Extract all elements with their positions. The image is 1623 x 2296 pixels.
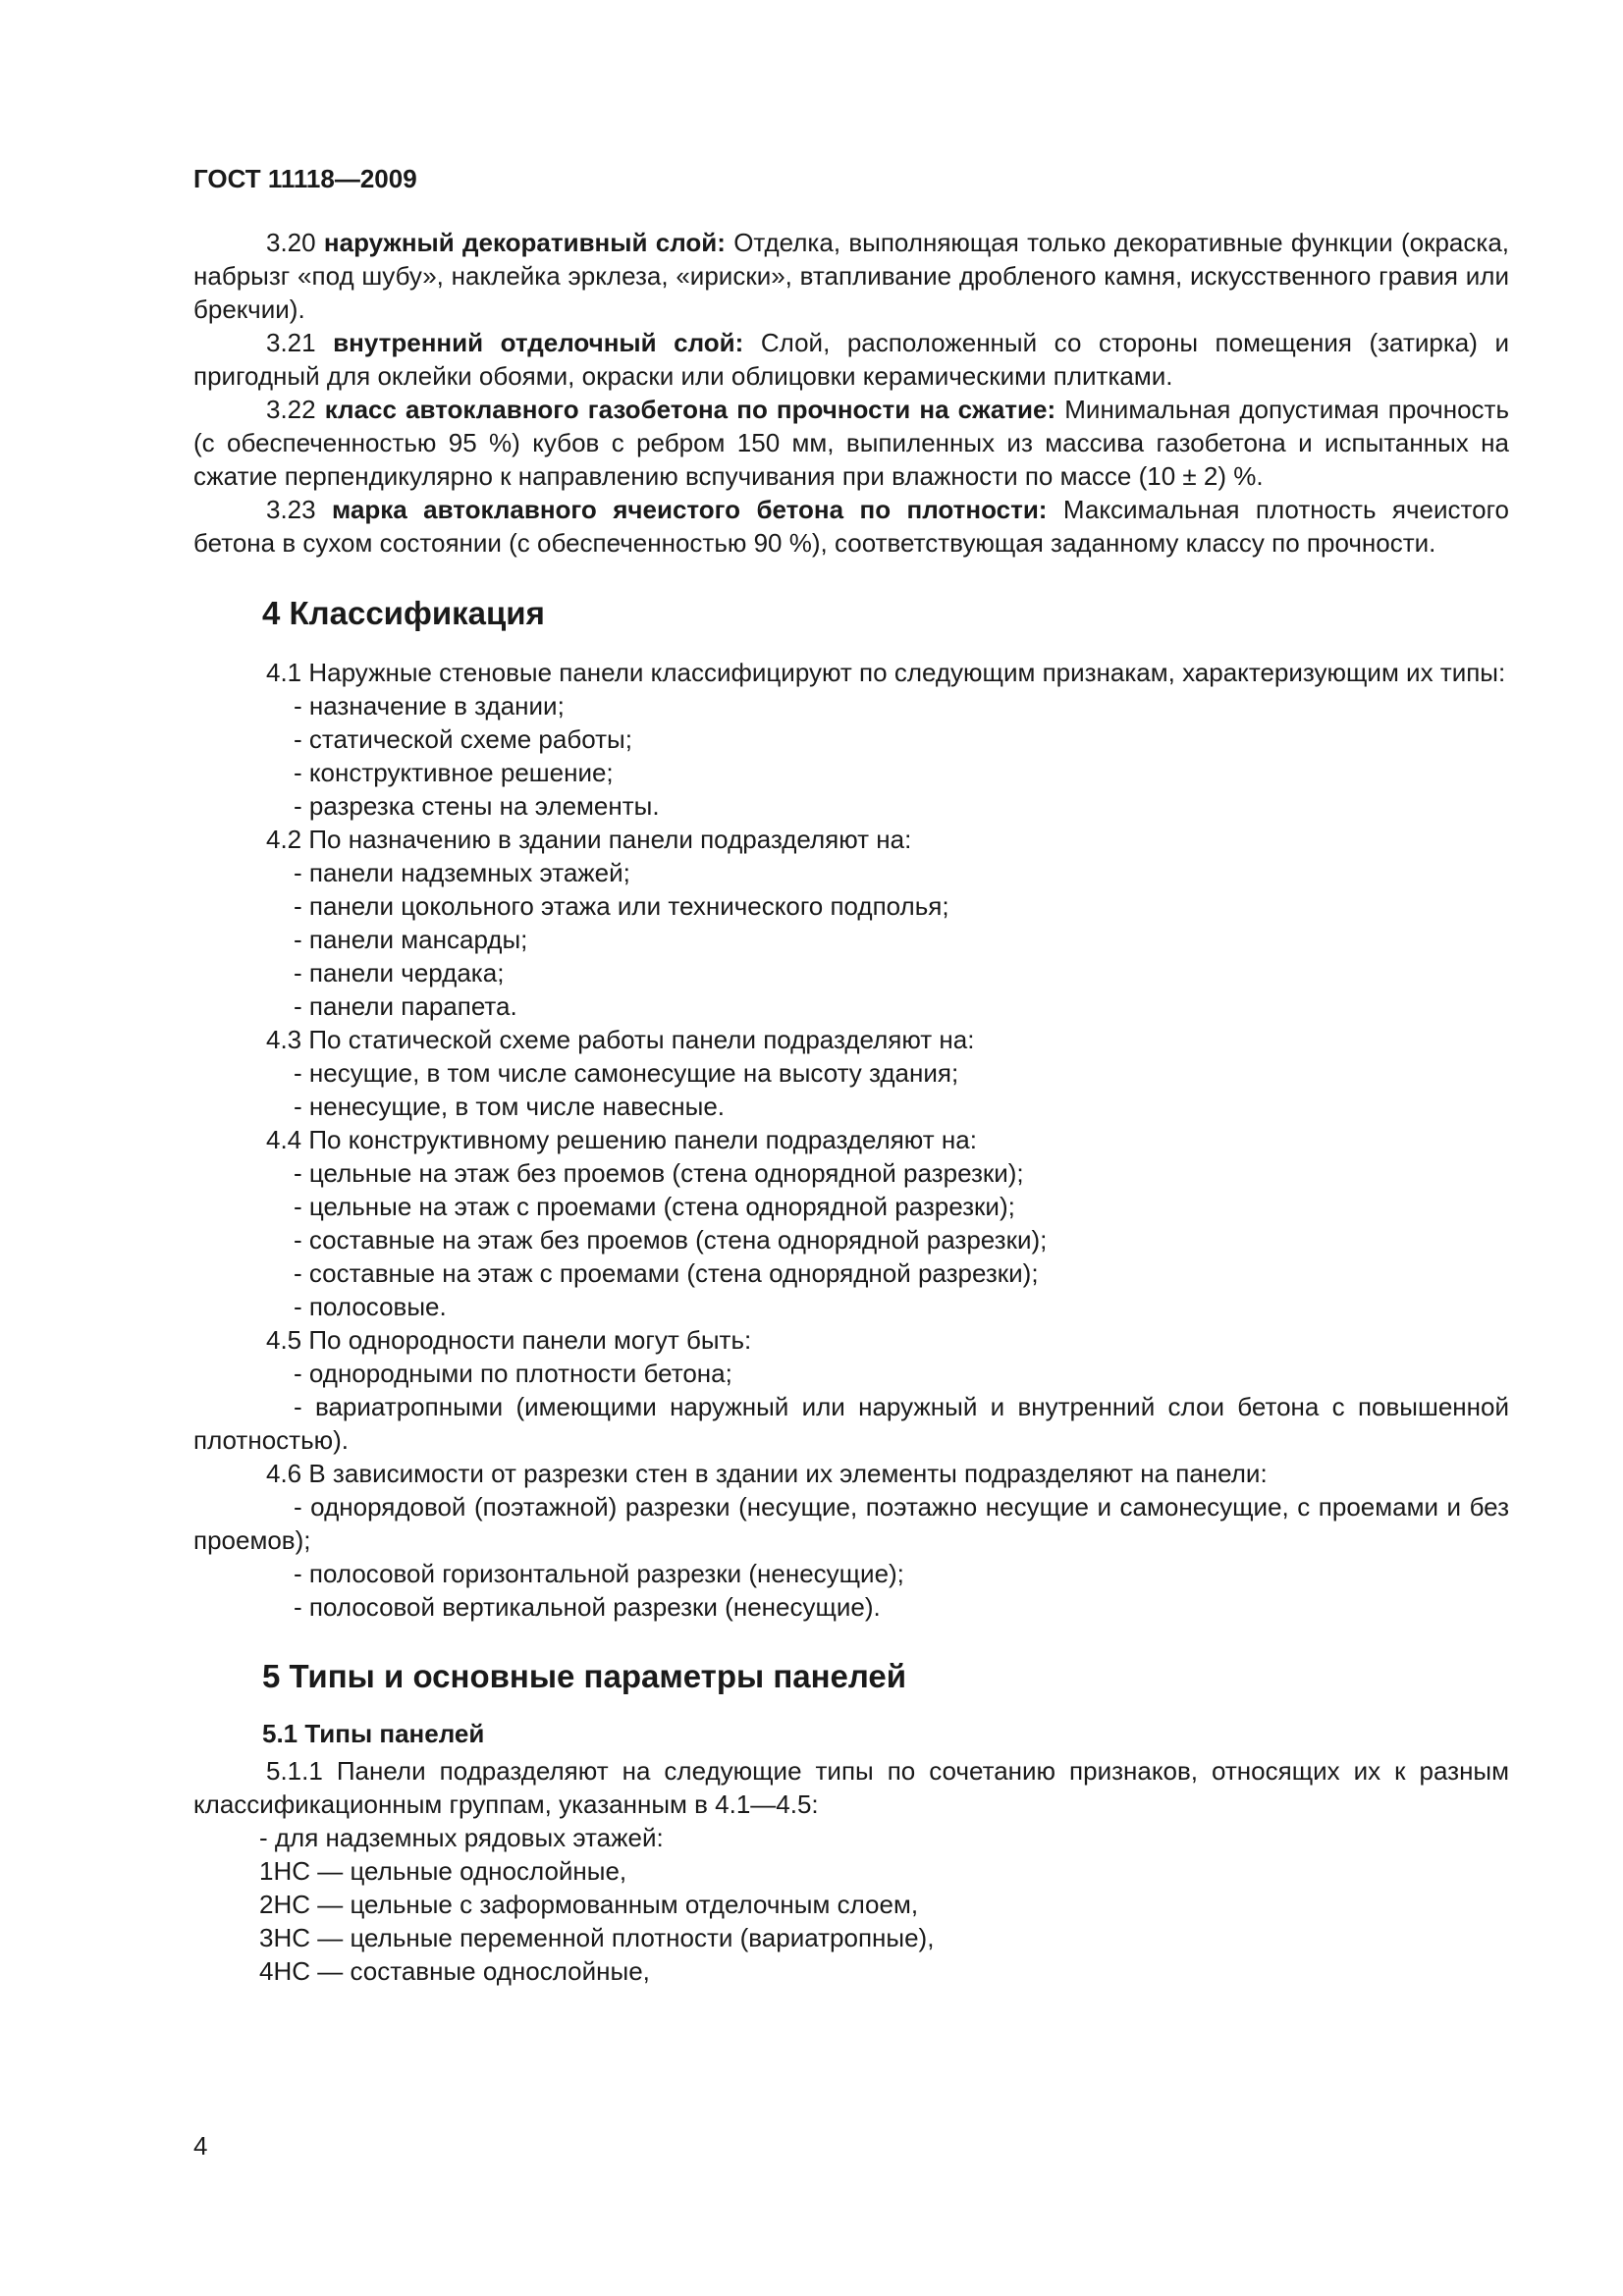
list-item: - панели цокольного этажа или технического подполья; <box>294 891 949 921</box>
definition-number: 3.23 <box>266 495 316 524</box>
panel-type-line: 2НС — цельные с заформованным отделочным слоем, <box>259 1890 919 1919</box>
list-item: - однородными по плотности бетона; <box>294 1359 732 1388</box>
list-item: - цельные на этаж с проемами (стена однорядной разрезки); <box>294 1192 1015 1221</box>
panel-type-line: 3НС — цельные переменной плотности (вариатропные), <box>259 1923 935 1952</box>
clause-4-2: 4.2 По назначению в здании панели подразделяют на: <box>266 825 912 854</box>
definition-text: Минимальная допустимая прочность (с обеспеченностью 95 %) кубов с ребром 150 мм, выпиленных из массива газобетона и испытанных на сжатие перпендикулярно к направлению вспучивания при влажности по массе (10 ± 2) %. <box>193 395 1509 491</box>
document-body <box>193 226 1509 1988</box>
list-item: - статической схеме работы; <box>294 724 632 754</box>
definition-term: наружный декоративный слой: <box>323 228 726 257</box>
list-item: - панели мансарды; <box>294 925 528 954</box>
definition-term: марка автоклавного ячеистого бетона по плотности: <box>332 495 1048 524</box>
definition-3-21 <box>193 326 1509 393</box>
clause-4-6: 4.6 В зависимости от разрезки стен в здании их элементы подразделяют на панели: <box>266 1459 1268 1488</box>
list-header: - для надземных рядовых этажей: <box>259 1823 664 1852</box>
definition-term: внутренний отделочный слой: <box>333 328 744 357</box>
subsection-5-1-heading: 5.1 Типы панелей <box>262 1719 485 1748</box>
list-item: - панели чердака; <box>294 958 505 988</box>
panel-type-line: 4НС — составные однослойные, <box>259 1956 650 1986</box>
clause-4-4: 4.4 По конструктивному решению панели подразделяют на: <box>266 1125 977 1154</box>
definition-text: Максимальная плотность ячеистого бетона в сухом состоянии (с обеспеченностью 90 %), соответствующая заданному классу по прочности. <box>193 495 1509 558</box>
definition-3-23 <box>193 493 1509 560</box>
page-number: 4 <box>193 2131 208 2161</box>
document-id-header: ГОСТ 11118—2009 <box>193 164 417 193</box>
clause-4-1: 4.1 Наружные стеновые панели классифицируют по следующим признакам, характеризующим их типы: <box>266 658 1506 687</box>
list-item: - конструктивное решение; <box>294 758 614 787</box>
list-item: - составные на этаж с проемами (стена однорядной разрезки); <box>294 1258 1039 1288</box>
panel-type-line: 1НС — цельные однослойные, <box>259 1856 627 1886</box>
clause-4-5: 4.5 По однородности панели могут быть: <box>266 1325 752 1355</box>
definition-text: Отделка, выполняющая только декоративные функции (окраска, набрызг «под шубу», наклейка эрклеза, «ириски», втапливание дробленого камня, искусственного гравия или брекчии). <box>193 228 1510 324</box>
list-item: - вариатропными (имеющими наружный или наружный и внутренний слои бетона с повышенной плотностью). <box>193 1392 1509 1455</box>
definition-3-20 <box>193 226 1509 326</box>
section-4-heading: 4 Классификация <box>262 595 545 631</box>
list-item: - однорядовой (поэтажной) разрезки (несущие, поэтажно несущие и самонесущие, с проемами и без проемов); <box>193 1492 1509 1555</box>
definition-number: 3.22 <box>266 395 316 424</box>
clause-5-1-1: 5.1.1 Панели подразделяют на следующие типы по сочетанию признаков, относящих их к разным классификационным группам, указанным в 4.1—4.5: <box>193 1756 1509 1819</box>
list-item: - цельные на этаж без проемов (стена однорядной разрезки); <box>294 1158 1024 1188</box>
list-item: - полосовой горизонтальной разрезки (ненесущие); <box>294 1559 904 1588</box>
list-item: - назначение в здании; <box>294 691 565 721</box>
list-item: - панели надземных этажей; <box>294 858 630 887</box>
list-item: - полосовые. <box>294 1292 447 1321</box>
definition-text: Слой, расположенный со стороны помещения (затирка) и пригодный для оклейки обоями, окраски или облицовки керамическими плитками. <box>193 328 1509 391</box>
list-item: - панели парапета. <box>294 991 517 1021</box>
definition-3-22 <box>193 393 1509 493</box>
list-item: - несущие, в том числе самонесущие на высоту здания; <box>294 1058 959 1088</box>
list-item: - полосовой вертикальной разрезки (ненесущие). <box>294 1592 881 1622</box>
clause-4-3: 4.3 По статической схеме работы панели подразделяют на: <box>266 1025 975 1054</box>
definition-number: 3.20 <box>266 228 316 257</box>
section-5-heading: 5 Типы и основные параметры панелей <box>262 1658 907 1694</box>
list-item: - ненесущие, в том числе навесные. <box>294 1092 726 1121</box>
definition-term: класс автоклавного газобетона по прочности на сжатие: <box>324 395 1056 424</box>
list-item: - разрезка стены на элементы. <box>294 791 660 821</box>
list-item: - составные на этаж без проемов (стена однорядной разрезки); <box>294 1225 1048 1255</box>
definition-number: 3.21 <box>266 328 316 357</box>
